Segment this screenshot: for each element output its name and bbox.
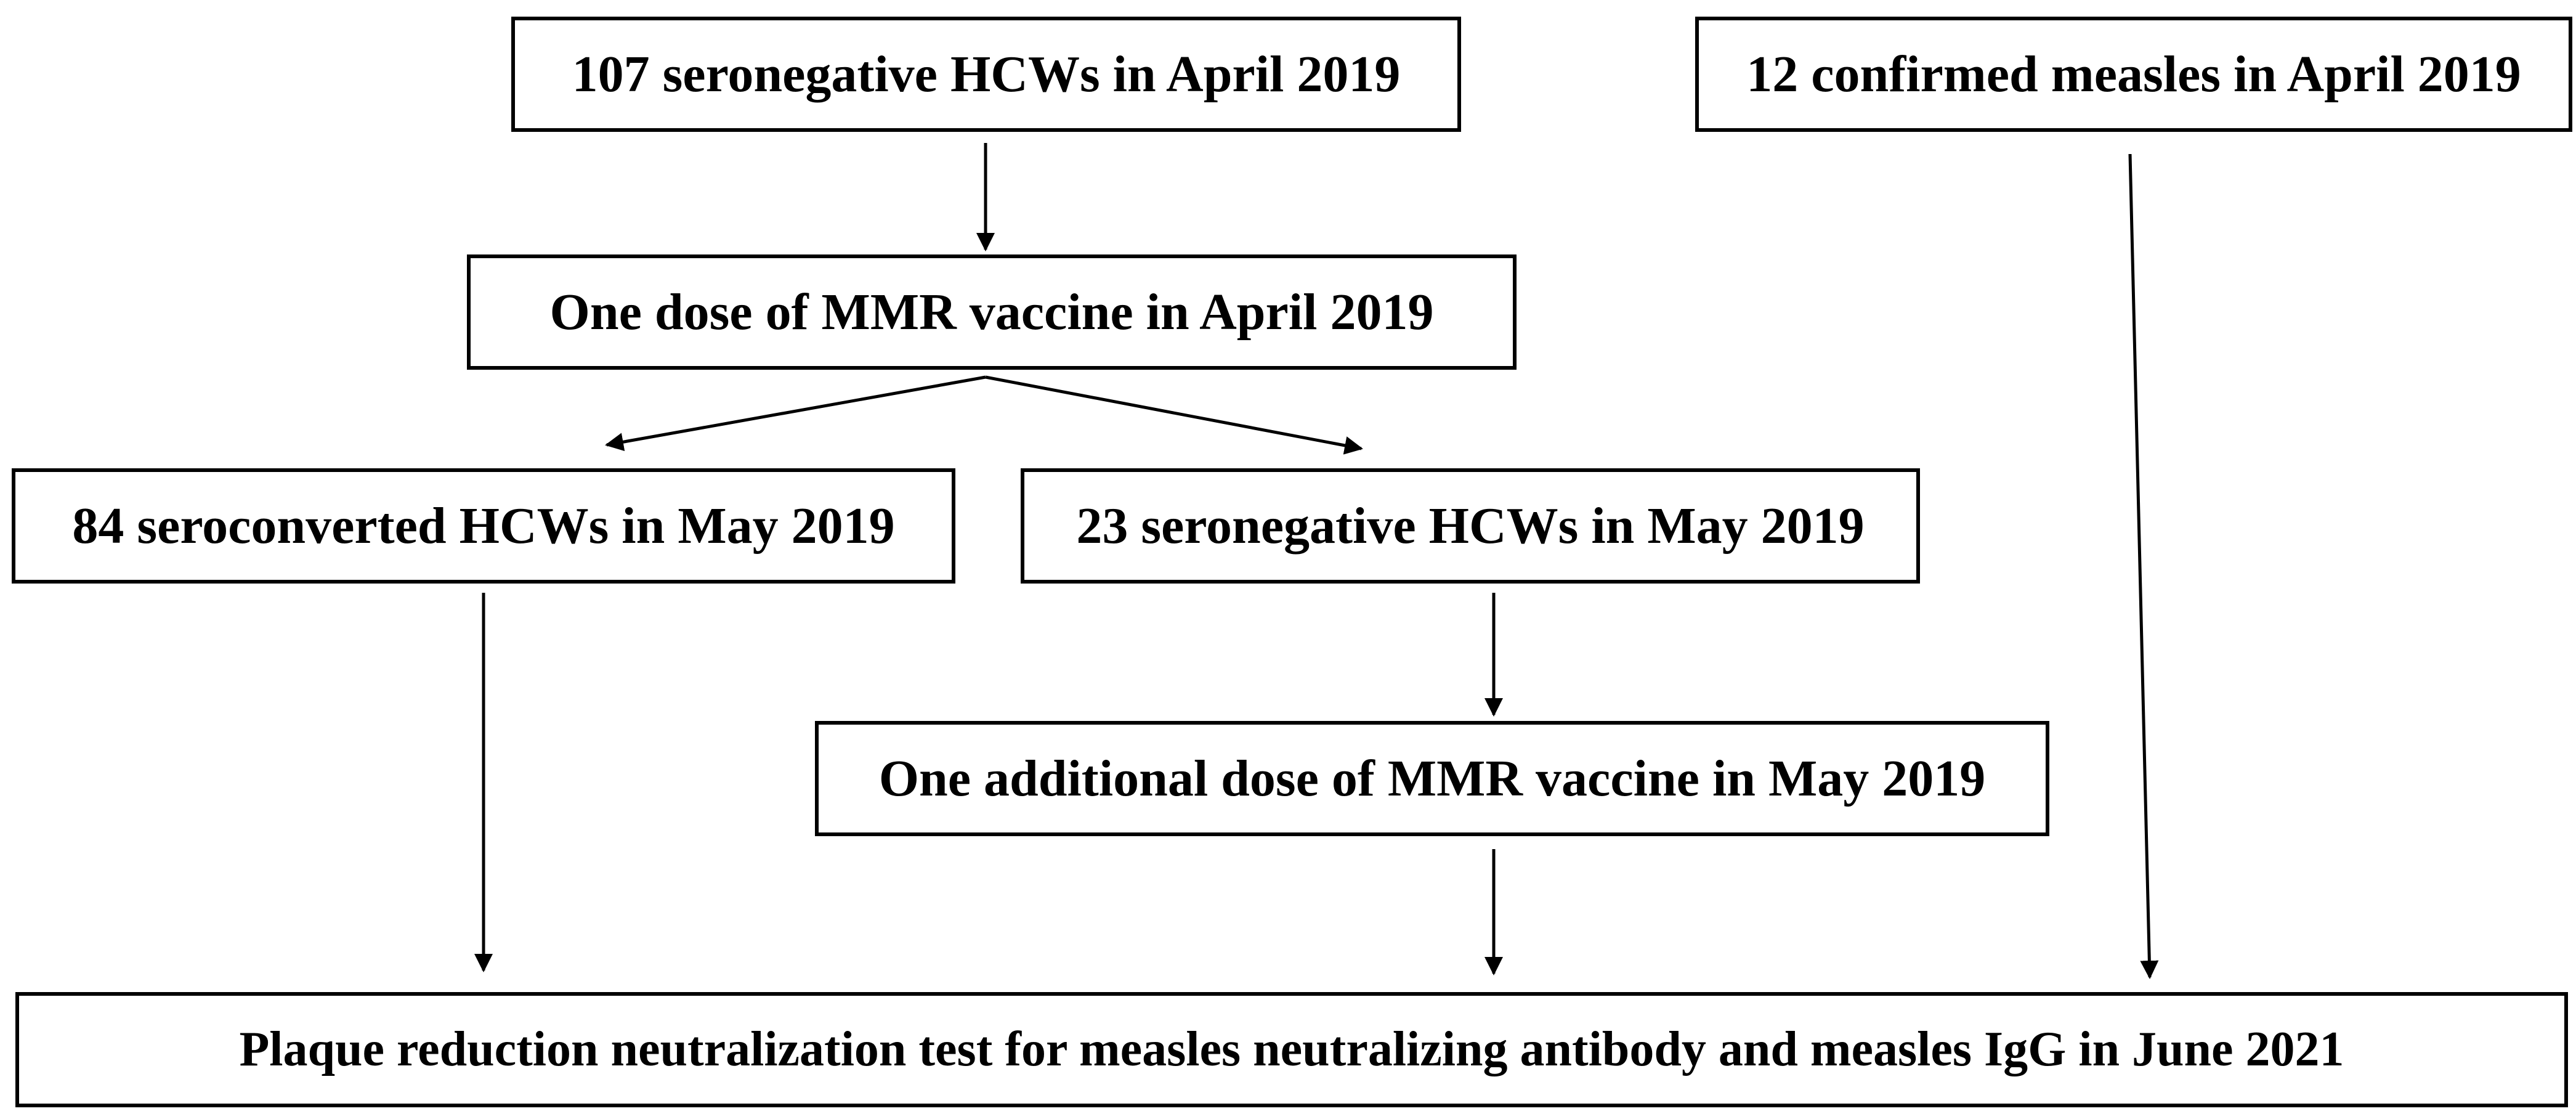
node-seronegative-may <box>1021 468 1920 584</box>
node-seroconverted-may-label: 84 seroconverted HCWs in May 2019 <box>72 497 895 555</box>
node-confirmed-measles-label: 12 confirmed measles in April 2019 <box>1746 46 2521 103</box>
node-seronegative-april <box>511 17 1461 132</box>
node-seronegative-april-label: 107 seronegative HCWs in April 2019 <box>572 46 1401 103</box>
arrow-dose-to-seronegative-may <box>986 377 1361 449</box>
node-confirmed-measles <box>1695 17 2572 132</box>
node-prnt-june <box>15 992 2568 1107</box>
node-prnt-june-label: Plaque reduction neutralization test for measles neutralizing antibody and measles IgG in June 2021 <box>239 1022 2344 1076</box>
node-seroconverted-may <box>12 468 955 584</box>
arrow-confirmed-measles-to-prnt <box>2130 154 2150 977</box>
node-one-dose-april-label: One dose of MMR vaccine in April 2019 <box>549 283 1434 341</box>
node-seronegative-may-label: 23 seronegative HCWs in May 2019 <box>1076 497 1865 555</box>
node-additional-dose-may <box>815 721 2049 836</box>
arrow-dose-to-seroconverted <box>607 377 986 445</box>
node-one-dose-april <box>467 254 1517 370</box>
node-additional-dose-may-label: One additional dose of MMR vaccine in May 2019 <box>878 750 1986 807</box>
